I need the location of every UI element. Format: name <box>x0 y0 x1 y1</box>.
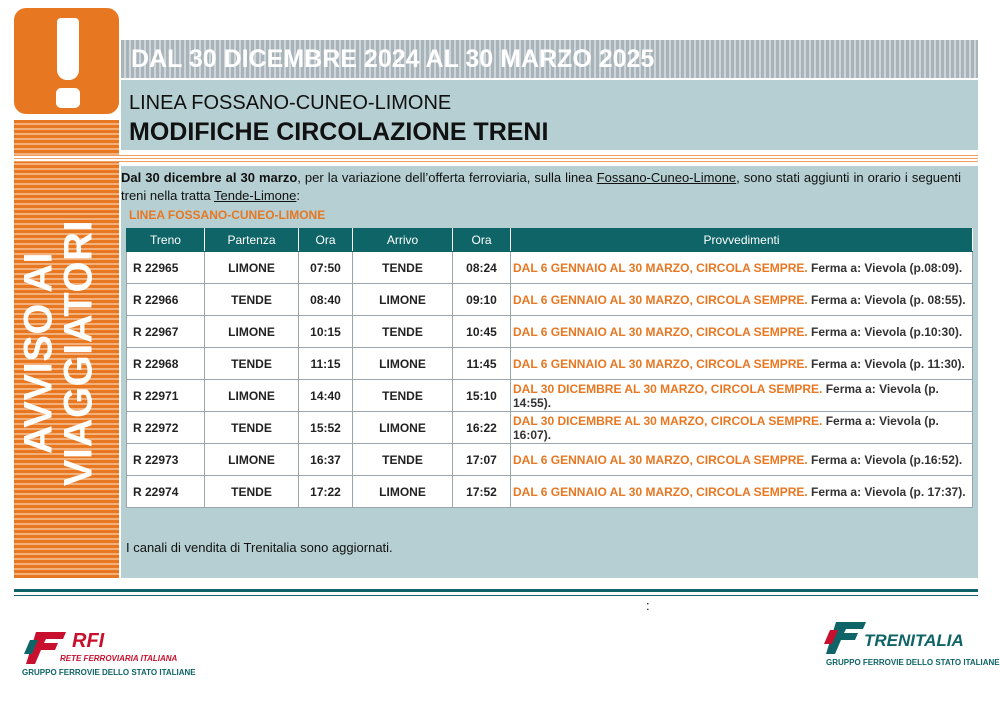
col-header-arrivo: Arrivo <box>353 229 453 252</box>
cell-partenza: LIMONE <box>205 252 299 284</box>
footer-note: I canali di vendita di Trenitalia sono aggiornati. <box>126 540 393 555</box>
cell-ora-arrivo: 11:45 <box>453 348 511 380</box>
line-name: LINEA FOSSANO-CUNEO-LIMONE <box>129 92 452 114</box>
cell-treno: R 22967 <box>127 316 205 348</box>
divider <box>14 155 978 162</box>
cell-ora-arrivo: 17:07 <box>453 444 511 476</box>
cell-provvedimenti <box>511 348 973 380</box>
cell-partenza: LIMONE <box>205 444 299 476</box>
cell-partenza: TENDE <box>205 348 299 380</box>
provvedimento-detail: Ferma a: Vievola (p.16:52). <box>807 452 963 467</box>
cell-provvedimenti <box>511 476 973 508</box>
rfi-name: RFI <box>72 630 105 652</box>
cell-provvedimenti <box>511 412 973 444</box>
vertical-title-line2: VIAGGIATORI <box>56 219 101 487</box>
cell-partenza: LIMONE <box>205 316 299 348</box>
cell-arrivo: LIMONE <box>353 412 453 444</box>
cell-ora-partenza: 07:50 <box>299 252 353 284</box>
trenitalia-group: GRUPPO FERROVIE DELLO STATO ITALIANE <box>826 658 1000 667</box>
table-row <box>127 412 973 444</box>
cell-treno: R 22974 <box>127 476 205 508</box>
table-header-row <box>127 229 973 252</box>
cell-ora-arrivo: 10:45 <box>453 316 511 348</box>
provvedimento-highlight: DAL 6 GENNAIO AL 30 MARZO, CIRCOLA SEMPRE. <box>513 484 808 499</box>
intro-text-2: , sono stati aggiunti in orario i seguenti treni nella tratta <box>121 170 961 203</box>
provvedimento-detail: Ferma a: Vievola (p. 16:07). <box>513 413 939 442</box>
rfi-subtitle: RETE FERROVIARIA ITALIANA <box>60 654 178 663</box>
provvedimento-highlight: DAL 6 GENNAIO AL 30 MARZO, CIRCOLA SEMPRE. <box>513 260 808 275</box>
cell-ora-partenza: 11:15 <box>299 348 353 380</box>
cell-provvedimenti <box>511 284 973 316</box>
table-row <box>127 252 973 284</box>
cell-arrivo: TENDE <box>353 316 453 348</box>
title-band <box>121 80 978 150</box>
provvedimento-detail: Ferma a: Vievola (p. 11:30). <box>807 356 965 371</box>
cell-ora-partenza: 10:15 <box>299 316 353 348</box>
cell-arrivo: TENDE <box>353 252 453 284</box>
trenitalia-logo <box>822 620 1000 680</box>
table-row <box>127 284 973 316</box>
date-band <box>121 40 978 78</box>
provvedimento-detail: Ferma a: Vievola (p.08:09). <box>807 260 963 275</box>
intro-text-1: , per la variazione dell’offerta ferroviaria, sulla linea <box>297 170 597 185</box>
cell-provvedimenti <box>511 444 973 476</box>
cell-partenza: TENDE <box>205 412 299 444</box>
colon-mark: : <box>646 598 650 613</box>
cell-provvedimenti <box>511 252 973 284</box>
table-row <box>127 444 973 476</box>
col-header-ora-partenza: Ora <box>299 229 353 252</box>
cell-provvedimenti <box>511 380 973 412</box>
footer-divider <box>14 589 978 592</box>
col-header-provvedimenti: Provvedimenti <box>511 229 973 252</box>
vertical-title-line1: AVVISO AI <box>16 251 61 455</box>
provvedimento-detail: Ferma a: Vievola (p.10:30). <box>807 324 963 339</box>
provvedimento-detail: Ferma a: Vievola (p. 17:37). <box>807 484 966 499</box>
cell-treno: R 22968 <box>127 348 205 380</box>
cell-ora-partenza: 08:40 <box>299 284 353 316</box>
cell-treno: R 22966 <box>127 284 205 316</box>
intro-paragraph <box>121 169 961 205</box>
cell-partenza: TENDE <box>205 284 299 316</box>
provvedimento-highlight: DAL 30 DICEMBRE AL 30 MARZO, CIRCOLA SEMPRE. <box>513 413 823 428</box>
cell-arrivo: LIMONE <box>353 348 453 380</box>
vertical-title <box>16 153 124 553</box>
provvedimento-detail: Ferma a: Vievola (p. 14:55). <box>513 381 939 410</box>
rfi-group: GRUPPO FERROVIE DELLO STATO ITALIANE <box>22 668 196 677</box>
cell-arrivo: TENDE <box>353 380 453 412</box>
page-title: MODIFICHE CIRCOLAZIONE TRENI <box>129 118 549 146</box>
table-row <box>127 380 973 412</box>
provvedimento-highlight: DAL 6 GENNAIO AL 30 MARZO, CIRCOLA SEMPRE. <box>513 324 808 339</box>
provvedimento-detail: Ferma a: Vievola (p. 08:55). <box>807 292 966 307</box>
cell-treno: R 22971 <box>127 380 205 412</box>
cell-ora-arrivo: 17:52 <box>453 476 511 508</box>
col-header-ora-arrivo: Ora <box>453 229 511 252</box>
cell-arrivo: LIMONE <box>353 476 453 508</box>
col-header-treno: Treno <box>127 229 205 252</box>
cell-ora-partenza: 15:52 <box>299 412 353 444</box>
table-row <box>127 476 973 508</box>
cell-provvedimenti <box>511 316 973 348</box>
rfi-logo <box>20 628 220 688</box>
intro-line-link: Fossano-Cuneo-Limone <box>596 170 737 185</box>
table-line-label: LINEA FOSSANO-CUNEO-LIMONE <box>129 208 326 222</box>
provvedimento-highlight: DAL 6 GENNAIO AL 30 MARZO, CIRCOLA SEMPRE. <box>513 356 808 371</box>
fs-logo-icon <box>822 620 868 656</box>
table-row <box>127 348 973 380</box>
provvedimento-highlight: DAL 6 GENNAIO AL 30 MARZO, CIRCOLA SEMPRE. <box>513 292 808 307</box>
cell-ora-arrivo: 08:24 <box>453 252 511 284</box>
content-panel <box>121 166 978 578</box>
trenitalia-name: TRENITALIA <box>864 631 964 650</box>
cell-ora-arrivo: 15:10 <box>453 380 511 412</box>
intro-lead: Dal 30 dicembre al 30 marzo <box>121 170 298 185</box>
notice-sidebar <box>14 8 119 578</box>
provvedimento-highlight: DAL 6 GENNAIO AL 30 MARZO, CIRCOLA SEMPRE. <box>513 452 808 467</box>
intro-text-3: : <box>296 188 300 203</box>
exclamation-icon <box>14 8 119 114</box>
footer-divider-thin <box>14 595 978 596</box>
cell-ora-partenza: 16:37 <box>299 444 353 476</box>
trains-table <box>126 228 973 508</box>
cell-treno: R 22965 <box>127 252 205 284</box>
cell-partenza: TENDE <box>205 476 299 508</box>
cell-arrivo: TENDE <box>353 444 453 476</box>
table-row <box>127 316 973 348</box>
date-range: DAL 30 DICEMBRE 2024 AL 30 MARZO 2025 <box>131 45 655 73</box>
cell-ora-partenza: 14:40 <box>299 380 353 412</box>
cell-arrivo: LIMONE <box>353 284 453 316</box>
cell-treno: R 22972 <box>127 412 205 444</box>
cell-ora-arrivo: 09:10 <box>453 284 511 316</box>
intro-section-link: Tende-Limone <box>213 188 297 203</box>
cell-treno: R 22973 <box>127 444 205 476</box>
cell-partenza: LIMONE <box>205 380 299 412</box>
col-header-partenza: Partenza <box>205 229 299 252</box>
cell-ora-arrivo: 16:22 <box>453 412 511 444</box>
cell-ora-partenza: 17:22 <box>299 476 353 508</box>
provvedimento-highlight: DAL 30 DICEMBRE AL 30 MARZO, CIRCOLA SEMPRE. <box>513 381 823 396</box>
